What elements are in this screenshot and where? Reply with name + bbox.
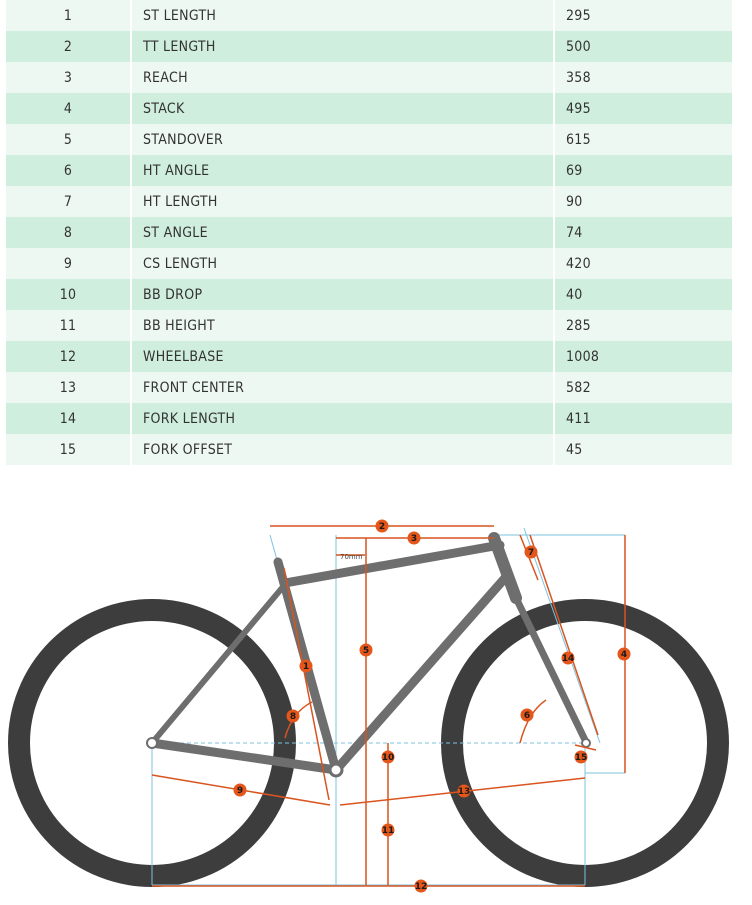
offset-label: 70mm: [340, 553, 363, 561]
marker-13: [458, 785, 471, 798]
marker-14: [562, 652, 575, 665]
row-label: FORK OFFSET: [132, 434, 555, 465]
row-label: FRONT CENTER: [132, 372, 555, 403]
marker-label: 4: [620, 650, 628, 660]
row-number: 9: [6, 248, 132, 279]
marker-label: 9: [236, 786, 244, 796]
row-label: REACH: [132, 62, 555, 93]
marker-5: [360, 644, 373, 657]
marker-9: [234, 784, 247, 797]
row-number: 10: [6, 279, 132, 310]
row-value: 45: [555, 434, 732, 465]
row-label: STANDOVER: [132, 124, 555, 155]
row-value: 500: [555, 31, 732, 62]
marker-3: [408, 532, 421, 545]
row-number: 7: [6, 186, 132, 217]
marker-12: [415, 880, 428, 893]
row-number: 13: [6, 372, 132, 403]
table-row: [6, 0, 732, 31]
marker-label: 3: [410, 534, 418, 544]
row-number: 6: [6, 155, 132, 186]
table-row: [6, 124, 732, 155]
row-label: ST ANGLE: [132, 217, 555, 248]
marker-11: [382, 824, 395, 837]
row-value: 495: [555, 93, 732, 124]
bottom-bracket: [330, 764, 342, 776]
marker-label: 7: [527, 548, 535, 558]
marker-label: 12: [414, 882, 428, 892]
row-label: ST LENGTH: [132, 0, 555, 31]
marker-label: 1: [302, 662, 310, 672]
row-label: BB DROP: [132, 279, 555, 310]
geometry-table: [6, 0, 732, 465]
row-number: 3: [6, 62, 132, 93]
marker-6: [521, 709, 534, 722]
marker-label: 11: [381, 826, 395, 836]
table-row: [6, 341, 732, 372]
row-value: 358: [555, 62, 732, 93]
row-label: TT LENGTH: [132, 31, 555, 62]
row-label: CS LENGTH: [132, 248, 555, 279]
table-row: [6, 31, 732, 62]
marker-10: [382, 751, 395, 764]
row-number: 12: [6, 341, 132, 372]
marker-label: 8: [289, 712, 297, 722]
marker-8: [287, 710, 300, 723]
row-label: WHEELBASE: [132, 341, 555, 372]
table-row: [6, 403, 732, 434]
table-row: [6, 186, 732, 217]
table-row: [6, 434, 732, 465]
row-value: 582: [555, 372, 732, 403]
row-number: 8: [6, 217, 132, 248]
row-value: 74: [555, 217, 732, 248]
marker-label: 14: [561, 654, 575, 664]
row-number: 1: [6, 0, 132, 31]
row-label: HT LENGTH: [132, 186, 555, 217]
table-row: [6, 217, 732, 248]
row-number: 5: [6, 124, 132, 155]
row-value: 411: [555, 403, 732, 434]
table-row: [6, 93, 732, 124]
table-row: [6, 372, 732, 403]
table-row: [6, 248, 732, 279]
marker-7: [525, 546, 538, 559]
chain-stay: [152, 743, 336, 770]
front-dropout: [582, 739, 590, 747]
top-tube: [285, 545, 500, 583]
row-label: STACK: [132, 93, 555, 124]
marker-label: 13: [457, 787, 471, 797]
marker-label: 2: [378, 522, 386, 532]
row-number: 15: [6, 434, 132, 465]
row-label: BB HEIGHT: [132, 310, 555, 341]
marker-label: 6: [523, 711, 531, 721]
marker-1: [300, 660, 313, 673]
row-number: 4: [6, 93, 132, 124]
row-value: 40: [555, 279, 732, 310]
row-value: 69: [555, 155, 732, 186]
rear-dropout: [147, 738, 157, 748]
row-label: HT ANGLE: [132, 155, 555, 186]
row-number: 2: [6, 31, 132, 62]
bike-geometry-diagram: [0, 480, 752, 905]
row-value: 295: [555, 0, 732, 31]
marker-label: 5: [362, 646, 370, 656]
marker-4: [618, 648, 631, 661]
table-row: [6, 62, 732, 93]
marker-label: 10: [381, 753, 395, 763]
row-label: FORK LENGTH: [132, 403, 555, 434]
row-number: 11: [6, 310, 132, 341]
row-number: 14: [6, 403, 132, 434]
row-value: 90: [555, 186, 732, 217]
marker-label: 15: [574, 753, 588, 763]
marker-2: [376, 520, 389, 533]
marker-15: [575, 751, 588, 764]
table-row: [6, 310, 732, 341]
row-value: 615: [555, 124, 732, 155]
row-value: 420: [555, 248, 732, 279]
table-row: [6, 155, 732, 186]
row-value: 285: [555, 310, 732, 341]
table-row: [6, 279, 732, 310]
row-value: 1008: [555, 341, 732, 372]
frame: [147, 538, 590, 776]
